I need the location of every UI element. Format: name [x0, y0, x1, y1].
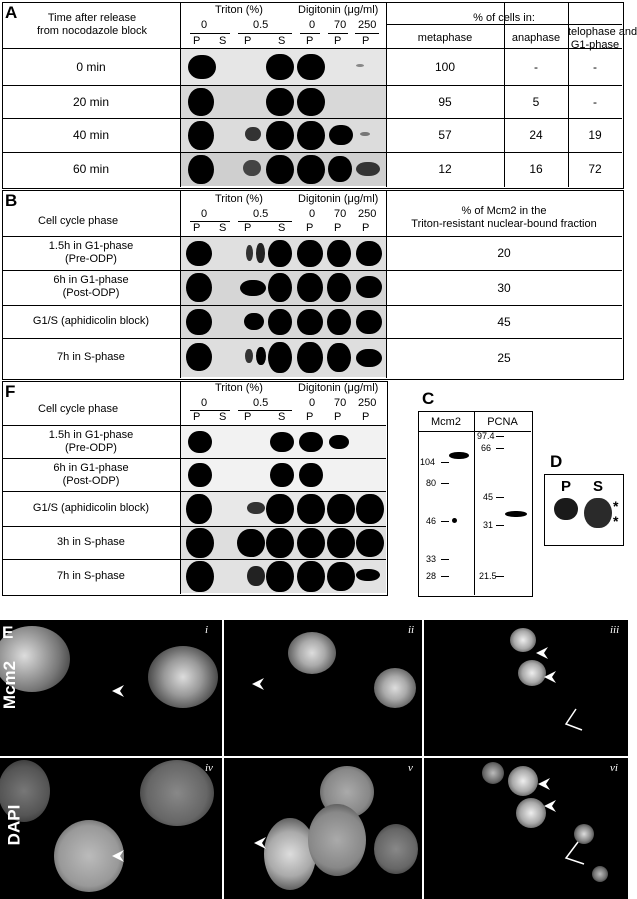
table-row-label: 1.5h in G1-phase (Pre-ODP)	[48, 429, 134, 454]
arrowhead-icon	[544, 800, 556, 812]
panel-e-label: E	[2, 623, 14, 642]
arrowhead-icon	[112, 685, 124, 697]
arrowhead-icon	[536, 647, 548, 659]
table-row-label: 0 min	[76, 60, 106, 74]
micrograph-dapi-vi: vi	[424, 758, 628, 899]
panel-b-row-header: Cell cycle phase	[38, 215, 119, 227]
arrowhead-icon	[254, 837, 266, 849]
panel-f-label: F	[5, 382, 16, 401]
bracket-icon	[566, 709, 582, 730]
panel-a-digitonin-header: Digitonin (μg/ml)	[298, 4, 379, 16]
panel-d-label: D	[550, 452, 563, 471]
panel-b-pct-header: % of Mcm2 in the Triton-resistant nuclear-bound fraction	[411, 205, 597, 230]
micrograph-arrows	[0, 600, 628, 899]
panel-a-label: A	[5, 3, 18, 22]
micrograph-mcm2-ii: ii	[224, 620, 422, 756]
panel-a-row-header: Time after release from nocodazole block	[36, 12, 148, 37]
table-row-label: 60 min	[72, 162, 110, 176]
micrograph-dapi-v: v	[224, 758, 422, 899]
table-row-label: 3h in S-phase	[57, 536, 125, 548]
arrowhead-icon	[112, 850, 124, 862]
table-row-label: G1/S (aphidicolin block)	[32, 502, 150, 514]
panel-a-triton-header: Triton (%)	[215, 4, 263, 16]
panel-b-label: B	[5, 191, 18, 210]
micrograph-mcm2-iii: iii	[424, 620, 628, 756]
row-label-mcm2: Mcm2	[0, 660, 20, 710]
table-row-label: G1/S (aphidicolin block)	[32, 315, 150, 327]
panel-a-pct-header: % of cells in:	[473, 12, 535, 24]
table-row-label: 6h in G1-phase (Post-ODP)	[53, 462, 129, 487]
bracket-icon	[566, 842, 584, 864]
panel-c-label: C	[422, 389, 435, 408]
table-row-label: 6h in G1-phase (Post-ODP)	[53, 274, 129, 299]
table-row-label: 7h in S-phase	[57, 351, 125, 363]
table-row-label: 7h in S-phase	[57, 570, 125, 582]
row-label-dapi: DAPI	[4, 804, 24, 846]
arrowhead-icon	[544, 671, 556, 683]
micrograph-dapi-iv: iv	[0, 758, 222, 899]
table-row-label: 40 min	[72, 128, 110, 142]
arrowhead-icon	[252, 678, 264, 690]
arrowhead-icon	[538, 778, 550, 790]
table-row-label: 1.5h in G1-phase (Pre-ODP)	[48, 240, 134, 265]
micrograph-mcm2-i: i	[0, 620, 222, 756]
table-row-label: 20 min	[72, 95, 110, 109]
